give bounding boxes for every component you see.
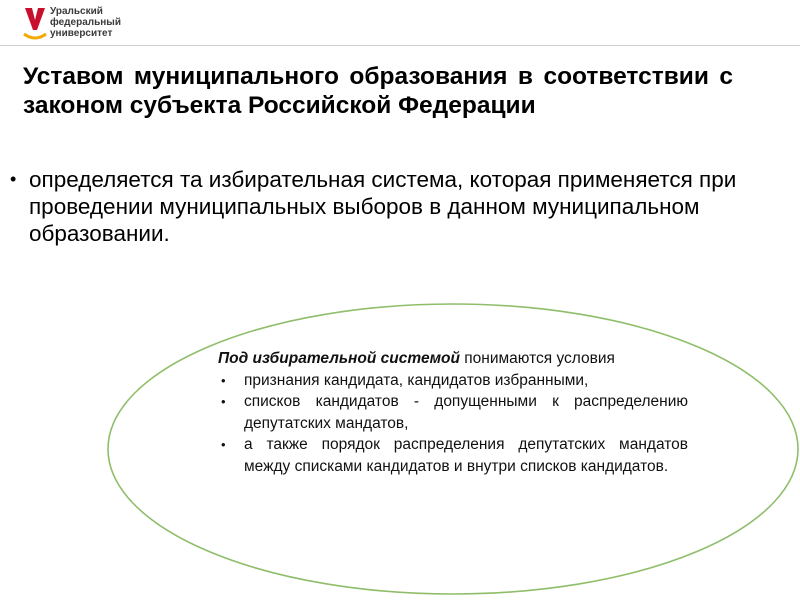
definition-block: [218, 348, 688, 477]
main-bullet: [10, 166, 745, 247]
university-logo: [22, 4, 142, 44]
conditions-list: [218, 370, 688, 478]
bullet-dot-icon: •: [221, 394, 226, 409]
bullet-dot-icon: •: [10, 169, 17, 189]
slide-heading: Уставом муниципального образования в соответствии с законом субъекта Российской Федерации: [23, 63, 733, 119]
bullet-dot-icon: •: [221, 372, 226, 388]
logo-text: [50, 6, 121, 39]
bullet-dot-icon: •: [221, 437, 226, 452]
header-divider: [0, 45, 800, 46]
list-item: [218, 370, 688, 392]
logo-line-3: университет: [50, 28, 113, 39]
list-item-text: а также порядок распределения депутатских мандатов между списками кандидатов и внутри списков кандидатов.: [244, 436, 688, 475]
definition-term: Под избирательной системой: [218, 350, 460, 367]
list-item-text: списков кандидатов - допущенными к распределению депутатских мандатов,: [244, 393, 688, 432]
list-item: [218, 391, 688, 434]
list-item-text: признания кандидата, кандидатов избранными,: [244, 371, 589, 389]
logo-line-2: федеральный: [50, 17, 121, 28]
urfu-logo-icon: [22, 6, 48, 42]
list-item: [218, 434, 688, 477]
logo-line-1: Уральский: [50, 6, 103, 17]
main-bullet-text: определяется та избирательная система, которая применяется при проведении муниципальных выборов в данном муниципальном образовании.: [29, 167, 737, 246]
definition-text: [218, 348, 688, 370]
definition-rest: понимаются условия: [459, 350, 615, 367]
